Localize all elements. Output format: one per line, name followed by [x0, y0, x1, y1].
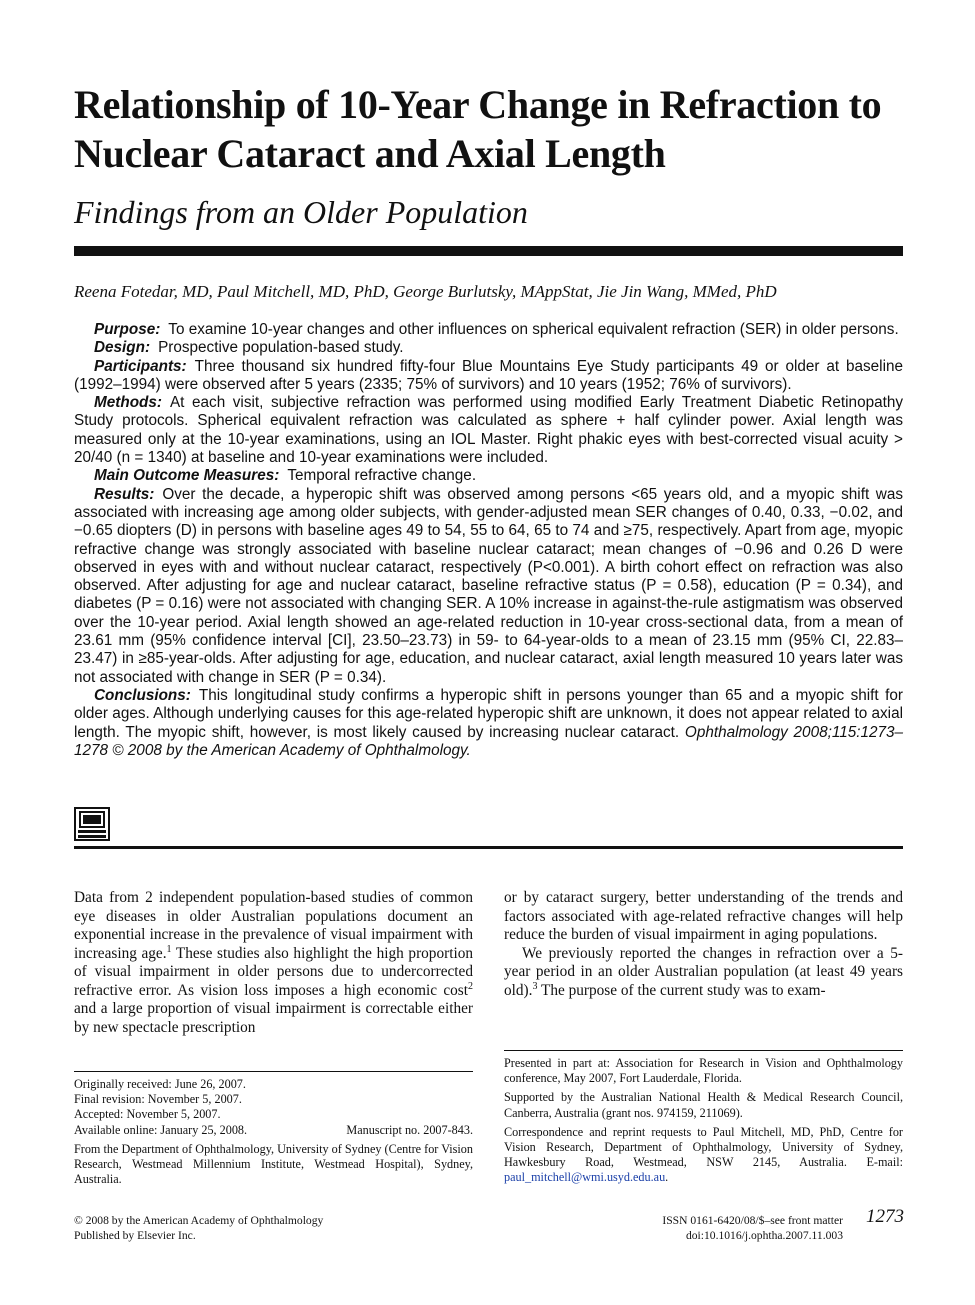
email-link[interactable]: paul_mitchell@wmi.usyd.edu.au	[504, 1170, 666, 1185]
design-text: Prospective population-based study.	[158, 339, 404, 357]
computer-monitor-icon	[74, 807, 110, 841]
received-date: Originally received: June 26, 2007.	[74, 1077, 246, 1091]
doi[interactable]: doi:10.1016/j.ophtha.2007.11.003	[685, 1229, 843, 1242]
abstract-divider	[74, 846, 903, 849]
page-number: 1273	[866, 1206, 904, 1227]
manuscript-number: Manuscript no. 2007-843.	[346, 1122, 473, 1137]
body-paragraph	[74, 889, 473, 1037]
body-paragraph: or by cataract surgery, better understanding of the trends and factors associated with age-related refractive changes will help reduce the burden of visual impairment in aging populations.	[504, 889, 903, 943]
body-text: The purpose of the current study was to exam-	[537, 981, 826, 999]
body-text: These studies also highlight the high proportion of visual impairment in older persons due to undercorrected refractive error. As vision loss imposes a high economic cost	[74, 944, 473, 999]
issn: ISSN 0161-6420/08/$–see front matter	[662, 1214, 843, 1227]
article-notes	[504, 1056, 903, 1190]
funding-note: Supported by the Australian National Health & Medical Research Council, Canberra, Australia (grant nos. 974159, 211069).	[504, 1090, 903, 1120]
methods-label: Methods:	[94, 394, 162, 412]
article-title: Relationship of 10-Year Change in Refraction to Nuclear Cataract and Axial Length	[74, 82, 882, 176]
accepted-date: Accepted: November 5, 2007.	[74, 1107, 221, 1122]
footnote-separator	[504, 1050, 903, 1051]
copyright: © 2008 by the American Academy of Ophthalmology	[74, 1214, 324, 1227]
body-left-column	[74, 889, 473, 1037]
body-text: and a large proportion of visual impairment is correctable either by new spectacle prescription	[74, 1000, 473, 1036]
presented-note: Presented in part at: Association for Research in Vision and Ophthalmology conference, May 2007, Fort Lauderdale, Florida.	[504, 1056, 903, 1086]
abstract	[74, 321, 903, 760]
online-row	[74, 1123, 473, 1138]
participants-text: Three thousand six hundred fifty-four Blue Mountains Eye Study participants 49 or older at baseline (1992–1994) were observed after 5 years (2335; 75% of survivors) and 10 years (1952; 76% of survivors).	[74, 357, 903, 393]
abstract-outcome	[74, 467, 903, 485]
footer-right	[600, 1213, 843, 1243]
body-right-column	[504, 889, 903, 1000]
body-text: Data from 2 independent population-based studies of common eye diseases in older Australian populations document an exponential increase in the prevalence of visual impairment with increasing age.	[74, 889, 473, 962]
purpose-label: Purpose:	[94, 321, 161, 338]
conclusions-label: Conclusions:	[94, 686, 191, 704]
participants-label: Participants:	[94, 357, 187, 375]
abstract-results	[74, 486, 903, 687]
title-divider	[74, 246, 903, 256]
reference-3[interactable]: 3	[532, 980, 538, 992]
design-label: Design:	[94, 339, 151, 357]
affiliation: From the Department of Ophthalmology, University of Sydney (Centre for Vision Research, Westmead Millennium Institute, Westmead Hospital), Sydney, Australia.	[74, 1141, 473, 1187]
correspondence-text: Correspondence and reprint requests to Paul Mitchell, MD, PhD, Centre for Vision Research, Department of Ophthalmology, University of Sydney, Hawkesbury Road, Westmead, NSW 2145, Australia. E-mail:	[504, 1124, 903, 1170]
outcome-text: Temporal refractive change.	[287, 467, 477, 485]
abstract-purpose	[74, 321, 903, 339]
article-history	[74, 1077, 473, 1191]
article-subtitle: Findings from an Older Population	[74, 194, 528, 230]
abstract-design	[74, 339, 903, 357]
reference-2[interactable]: 2	[468, 980, 473, 992]
body-paragraph	[504, 945, 903, 1001]
abstract-participants	[74, 358, 903, 395]
purpose-text: To examine 10-year changes and other influences on spherical equivalent refraction (SER) in older persons.	[168, 321, 899, 338]
results-text: Over the decade, a hyperopic shift was observed among persons <65 years old, and a myopic shift was associated with increasing age among older subjects, with gender-adjusted mean SER changes of 0.40, 0.33, −0.02, and −0.65 diopters (D) in persons with baseline ages 49 to 54, 55 to 64, 65 to 74 and ≥75, respectively. Apart from age, myopic refractive change was strongly associated with baseline nuclear cataract; mean changes of −0.96 and 0.26 D were observed in eyes with and without nuclear cataract, respectively (P<0.001). A birth cohort effect on refraction was also observed. After adjusting for age and nuclear cataract, baseline refractive status (P = 0.58), education (P = 0.34), and diabetes (P = 0.16) were not associated with changing SER. A 10% increase in against-the-rule astigmatism was observed over the 10-year period. Axial length showed an age-related reduction in 10-year cross-sectional data, from a mean of 23.61 mm (95% confidence interval [CI], 23.50–23.73) in 59- to 64-year-olds to a mean of 23.15 mm (95% CI, 22.83–23.47) in ≥85-year-olds. After adjusting for age, education, and nuclear cataract, axial length measured 10 years later was not associated with change in SER (P = 0.34).	[74, 485, 903, 686]
abstract-conclusions	[74, 687, 903, 760]
email-end: .	[665, 1170, 669, 1185]
body-text: We previously reported the changes in refraction over a 5-year period in an older Australian population (at least 49 years old).	[504, 944, 903, 999]
publisher: Published by Elsevier Inc.	[74, 1229, 196, 1242]
abstract-methods	[74, 394, 903, 467]
results-label: Results:	[94, 485, 155, 503]
footer-left	[74, 1213, 323, 1243]
outcome-label: Main Outcome Measures:	[94, 467, 280, 485]
revision-date: Final revision: November 5, 2007.	[74, 1092, 242, 1107]
journal-citation: Ophthalmology 2008;115:1273–1278 © 2008 by the American Academy of Ophthalmology.	[74, 723, 904, 759]
author-list: Reena Fotedar, MD, Paul Mitchell, MD, PhD, George Burlutsky, MAppStat, Jie Jin Wang, MMed, PhD	[74, 282, 777, 301]
methods-text: At each visit, subjective refraction was performed using modified Early Treatment Diabetic Retinopathy Study protocols. Spherical equivalent refraction was calculated as sphere + half cylinder power. Axial length was measured only at the 10-year examinations, using an IOL Master. Right phakic eyes with best-corrected visual acuity > 20/40 (n = 1340) at baseline and 10-year examinations were included.	[74, 394, 903, 467]
online-date: Available online: January 25, 2008.	[74, 1122, 248, 1137]
correspondence-note	[504, 1125, 903, 1186]
conclusions-text: This longitudinal study confirms a hyperopic shift in persons younger than 65 and a myopic shift for older ages. Although underlying causes for this age-related hyperopic shift are unknown, it does not appear related to axial length. The myopic shift, however, is most likely caused by increasing nuclear cataract.	[74, 686, 903, 741]
footnote-separator	[74, 1071, 473, 1072]
reference-1[interactable]: 1	[166, 943, 172, 955]
